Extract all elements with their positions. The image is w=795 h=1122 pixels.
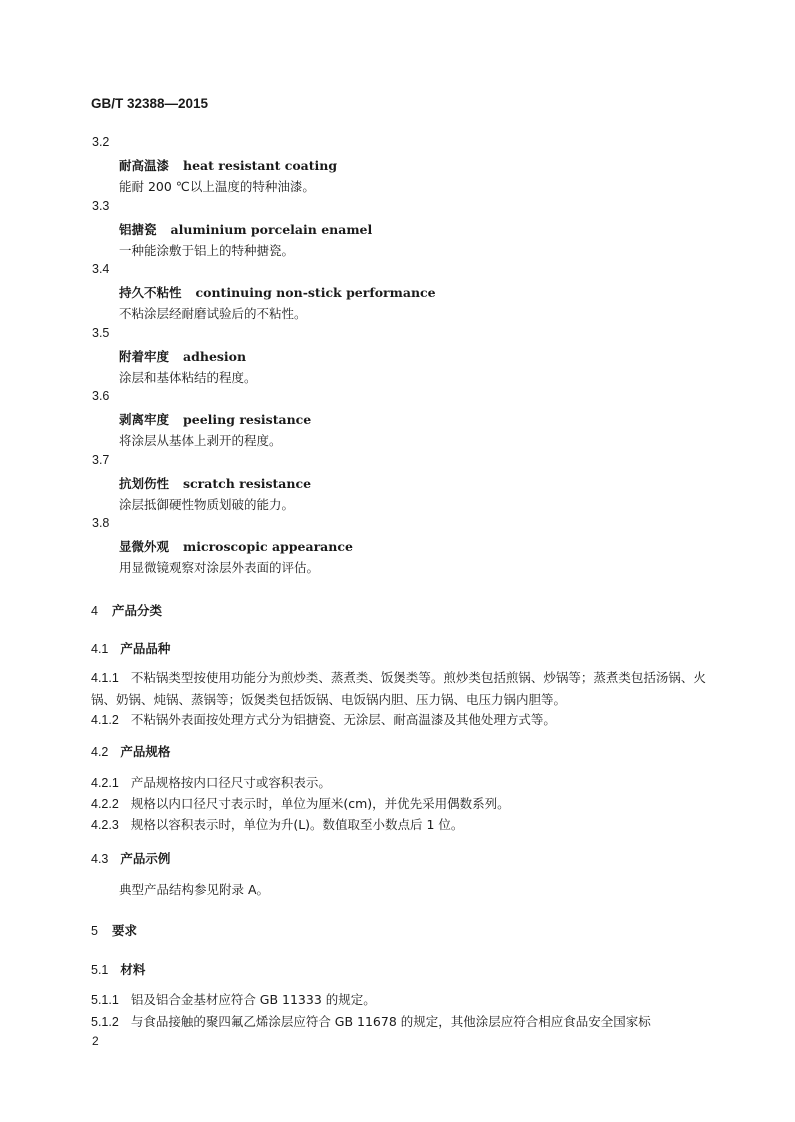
term-number: 3.7 xyxy=(92,453,110,467)
clause-text: 产品规格按内口径尺寸或容积表示。 xyxy=(130,775,331,790)
term-title xyxy=(119,410,311,428)
clause-number: 4.2.2 xyxy=(91,797,119,811)
clause-4-2-1 xyxy=(91,772,706,794)
standard-code-header: GB/T 32388—2015 xyxy=(91,96,209,111)
term-zh: 铝搪瓷 xyxy=(119,222,157,237)
subsection-heading xyxy=(91,742,170,760)
term-definition: 不粘涂层经耐磨试验后的不粘性。 xyxy=(119,306,307,321)
term-number: 3.4 xyxy=(92,262,110,276)
term-definition: 将涂层从基体上剥开的程度。 xyxy=(119,433,282,448)
section-heading xyxy=(91,601,162,619)
clause-number: 4.1.2 xyxy=(91,713,119,727)
subsection-title: 材料 xyxy=(120,962,146,977)
page-number: 2 xyxy=(92,1034,99,1048)
subsection-heading xyxy=(91,960,145,978)
clause-5-1-1 xyxy=(91,989,706,1011)
term-zh: 显微外观 xyxy=(119,539,170,554)
term-en: adhesion xyxy=(183,349,247,364)
subsection-heading xyxy=(91,849,170,867)
term-number: 3.2 xyxy=(92,135,110,149)
clause-text: 铝及铝合金基材应符合 GB 11333 的规定。 xyxy=(130,992,376,1007)
clause-number: 4.1.1 xyxy=(91,671,119,685)
clause-4-2-3 xyxy=(91,814,706,836)
term-title xyxy=(119,283,436,301)
section-title: 产品分类 xyxy=(111,603,162,618)
term-definition: 能耐 200 ℃以上温度的特种油漆。 xyxy=(119,179,315,194)
term-title xyxy=(119,220,372,238)
clause-number: 5.1.1 xyxy=(91,993,119,1007)
clause-text: 不粘锅类型按使用功能分为煎炒类、蒸煮类、饭煲类等。煎炒类包括煎锅、炒锅等；蒸煮类包括汤锅、火锅、奶锅、炖锅、蒸锅等；饭煲类包括饭锅、电饭锅内胆、压力锅、电压力锅内胆等。 xyxy=(91,670,706,707)
term-en: aluminium porcelain enamel xyxy=(170,222,373,237)
term-title xyxy=(119,156,337,174)
section-number: 5 xyxy=(91,924,98,938)
clause-4-2-2 xyxy=(91,793,706,815)
section-title: 要求 xyxy=(111,923,137,938)
clause-text: 规格以容积表示时，单位为升(L)。数值取至小数点后 1 位。 xyxy=(130,817,464,832)
term-en: microscopic appearance xyxy=(183,539,353,554)
term-number: 3.3 xyxy=(92,199,110,213)
term-title xyxy=(119,474,311,492)
clause-number: 5.1.2 xyxy=(91,1015,119,1029)
term-en: peeling resistance xyxy=(183,412,312,427)
term-zh: 耐高温漆 xyxy=(119,158,170,173)
clause-number: 4.2.3 xyxy=(91,818,119,832)
term-definition: 一种能涂敷于铝上的特种搪瓷。 xyxy=(119,243,295,258)
clause-4-1-1 xyxy=(91,667,706,710)
clause-text: 规格以内口径尺寸表示时，单位为厘米(cm)，并优先采用偶数系列。 xyxy=(130,796,510,811)
subsection-title: 产品规格 xyxy=(120,744,171,759)
subsection-number: 4.1 xyxy=(91,642,109,656)
subsection-number: 4.3 xyxy=(91,852,109,866)
term-definition: 用显微镜观察对涂层外表面的评估。 xyxy=(119,560,320,575)
clause-4-3-text: 典型产品结构参见附录 A。 xyxy=(119,882,270,897)
section-number: 4 xyxy=(91,604,98,618)
subsection-title: 产品品种 xyxy=(120,641,171,656)
term-number: 3.5 xyxy=(92,326,110,340)
term-en: continuing non-stick performance xyxy=(195,285,436,300)
clause-4-1-2 xyxy=(91,709,706,731)
term-title xyxy=(119,347,246,365)
subsection-number: 5.1 xyxy=(91,963,109,977)
clause-5-1-2 xyxy=(91,1011,706,1033)
term-zh: 剥离牢度 xyxy=(119,412,170,427)
term-title xyxy=(119,537,353,555)
term-zh: 附着牢度 xyxy=(119,349,170,364)
section-heading xyxy=(91,921,137,939)
subsection-title: 产品示例 xyxy=(120,851,171,866)
subsection-heading xyxy=(91,639,170,657)
term-definition: 涂层和基体粘结的程度。 xyxy=(119,370,257,385)
clause-text: 与食品接触的聚四氟乙烯涂层应符合 GB 11678 的规定，其他涂层应符合相应食品安全国家标 xyxy=(130,1014,651,1029)
term-en: heat resistant coating xyxy=(183,158,338,173)
term-number: 3.6 xyxy=(92,389,110,403)
term-zh: 持久不粘性 xyxy=(119,285,182,300)
clause-number: 4.2.1 xyxy=(91,776,119,790)
clause-text: 不粘锅外表面按处理方式分为铝搪瓷、无涂层、耐高温漆及其他处理方式等。 xyxy=(130,712,556,727)
term-number: 3.8 xyxy=(92,516,110,530)
subsection-number: 4.2 xyxy=(91,745,109,759)
term-zh: 抗划伤性 xyxy=(119,476,170,491)
term-en: scratch resistance xyxy=(183,476,312,491)
term-definition: 涂层抵御硬性物质划破的能力。 xyxy=(119,497,295,512)
